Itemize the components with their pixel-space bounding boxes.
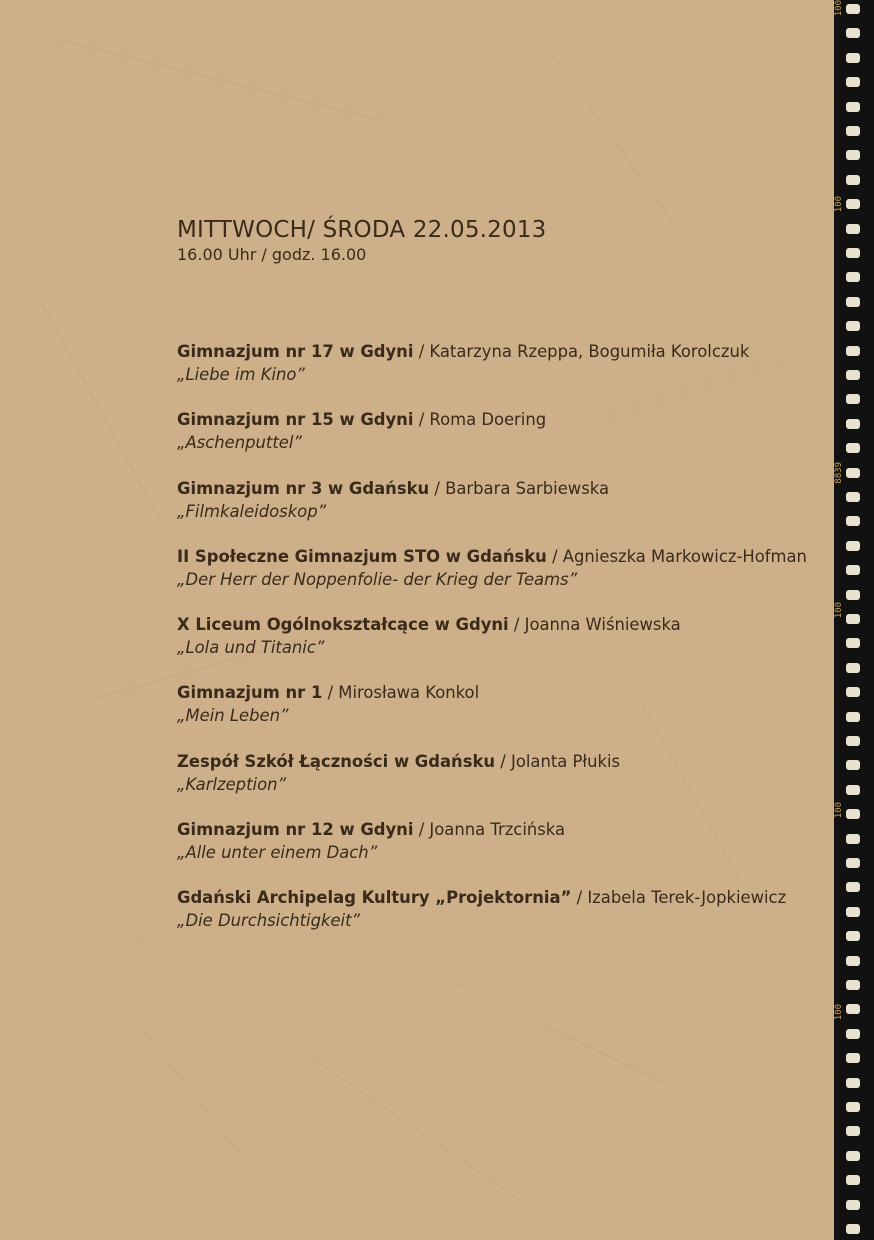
edge-number: 100 [834, 0, 844, 17]
list-item [177, 408, 817, 476]
film-perforation [846, 224, 860, 234]
film-perforation [846, 760, 860, 770]
film-perforation [846, 468, 860, 478]
film-title: „Die Durchsichtigkeit” [177, 911, 361, 931]
teacher-names: / Mirosława Konkol [322, 683, 480, 703]
teacher-names: / Izabela Terek-Jopkiewicz [571, 888, 787, 908]
film-title: „Filmkaleidoskop” [177, 501, 327, 521]
film-perforation [846, 565, 860, 575]
film-perforation [846, 346, 860, 356]
film-perforation [846, 516, 860, 526]
school-name: Gimnazjum nr 1 [177, 683, 323, 703]
school-name: Zespół Szkół Łączności w Gdańsku [177, 751, 496, 771]
film-perforation [846, 394, 860, 404]
film-perforation [846, 1126, 860, 1136]
film-perforation [846, 1175, 860, 1185]
film-perforation [846, 53, 860, 63]
film-perforation [846, 1078, 860, 1088]
film-perforation [846, 858, 860, 868]
entries-list [177, 340, 817, 955]
filmstrip-border [834, 0, 874, 1240]
film-title: „Mein Leben” [177, 706, 289, 726]
film-perforation [846, 1224, 860, 1234]
entry-line [177, 681, 817, 704]
teacher-names: / Jolanta Płukis [495, 751, 621, 771]
entry-line [177, 750, 817, 773]
edge-number: 100 [834, 602, 844, 619]
film-perforation [846, 882, 860, 892]
film-perforation [846, 1029, 860, 1039]
list-item [177, 818, 817, 886]
school-name: II Społeczne Gimnazjum STO w Gdańsku [177, 546, 547, 566]
list-item [177, 750, 817, 818]
list-item [177, 545, 817, 613]
program-content [177, 216, 817, 955]
entry-line [177, 613, 817, 636]
film-perforation [846, 248, 860, 258]
list-item [177, 477, 817, 545]
school-name: Gimnazjum nr 3 w Gdańsku [177, 478, 430, 498]
film-perforation [846, 980, 860, 990]
film-perforation [846, 712, 860, 722]
entry-line [177, 818, 817, 841]
film-perforation [846, 809, 860, 819]
film-title: „Alle unter einem Dach” [177, 843, 378, 863]
edge-number: 100 [834, 1004, 844, 1021]
school-name: Gimnazjum nr 12 w Gdyni [177, 820, 414, 840]
page-title: MITTWOCH/ ŚRODA 22.05.2013 [177, 217, 547, 243]
film-perforation [846, 297, 860, 307]
teacher-names: / Katarzyna Rzeppa, Bogumiła Korolczuk [413, 342, 750, 361]
film-perforation [846, 638, 860, 648]
list-item [177, 613, 817, 681]
film-title: „Der Herr der Noppenfolie- der Krieg der Teams” [177, 569, 578, 589]
school-name: Gimnazjum nr 15 w Gdyni [177, 410, 414, 430]
film-perforation [846, 1053, 860, 1063]
film-perforation [846, 443, 860, 453]
entry-line [177, 886, 817, 909]
edge-number: 100 [834, 802, 844, 819]
edge-number: 8839 [834, 462, 844, 484]
film-perforation [846, 370, 860, 380]
film-perforation [846, 4, 860, 14]
film-perforation [846, 102, 860, 112]
film-perforation [846, 931, 860, 941]
film-perforation [846, 150, 860, 160]
teacher-names: / Barbara Sarbiewska [429, 478, 609, 498]
film-perforation [846, 1004, 860, 1014]
film-title: „Lola und Titanic” [177, 638, 325, 658]
film-perforation [846, 175, 860, 185]
film-perforation [846, 785, 860, 795]
film-perforation [846, 77, 860, 87]
teacher-names: / Joanna Wiśniewska [508, 615, 681, 635]
film-perforation [846, 419, 860, 429]
school-name: X Liceum Ogólnokształcące w Gdyni [177, 615, 509, 635]
film-perforation [846, 126, 860, 136]
film-perforation [846, 272, 860, 282]
film-perforation [846, 590, 860, 600]
film-perforation [846, 907, 860, 917]
entry-line [177, 408, 817, 431]
film-perforation [846, 687, 860, 697]
film-perforation [846, 834, 860, 844]
edge-number: 100 [834, 196, 844, 213]
entry-line [177, 477, 817, 500]
film-perforation [846, 1200, 860, 1210]
film-title: „Liebe im Kino” [177, 365, 305, 384]
film-perforation [846, 663, 860, 673]
teacher-names: / Joanna Trzcińska [413, 820, 566, 840]
school-name: Gdański Archipelag Kultury „Projektornia” [177, 888, 572, 908]
film-title: „Karlzeption” [177, 774, 286, 794]
teacher-names: / Agnieszka Markowicz-Hofman [546, 546, 807, 566]
entry-line [177, 340, 817, 363]
list-item [177, 886, 817, 954]
film-perforation [846, 1102, 860, 1112]
list-item [177, 681, 817, 749]
film-perforation [846, 1151, 860, 1161]
film-perforation [846, 956, 860, 966]
film-perforation [846, 541, 860, 551]
film-perforation [846, 199, 860, 209]
teacher-names: / Roma Doering [413, 410, 547, 430]
film-perforation [846, 614, 860, 624]
film-perforation [846, 492, 860, 502]
film-title: „Aschenputtel” [177, 433, 302, 453]
film-perforation [846, 28, 860, 38]
school-name: Gimnazjum nr 17 w Gdyni [177, 342, 414, 361]
list-item [177, 340, 817, 408]
start-time: 16.00 Uhr / godz. 16.00 [177, 245, 367, 264]
entry-line [177, 545, 817, 568]
film-perforation [846, 736, 860, 746]
film-perforation [846, 321, 860, 331]
